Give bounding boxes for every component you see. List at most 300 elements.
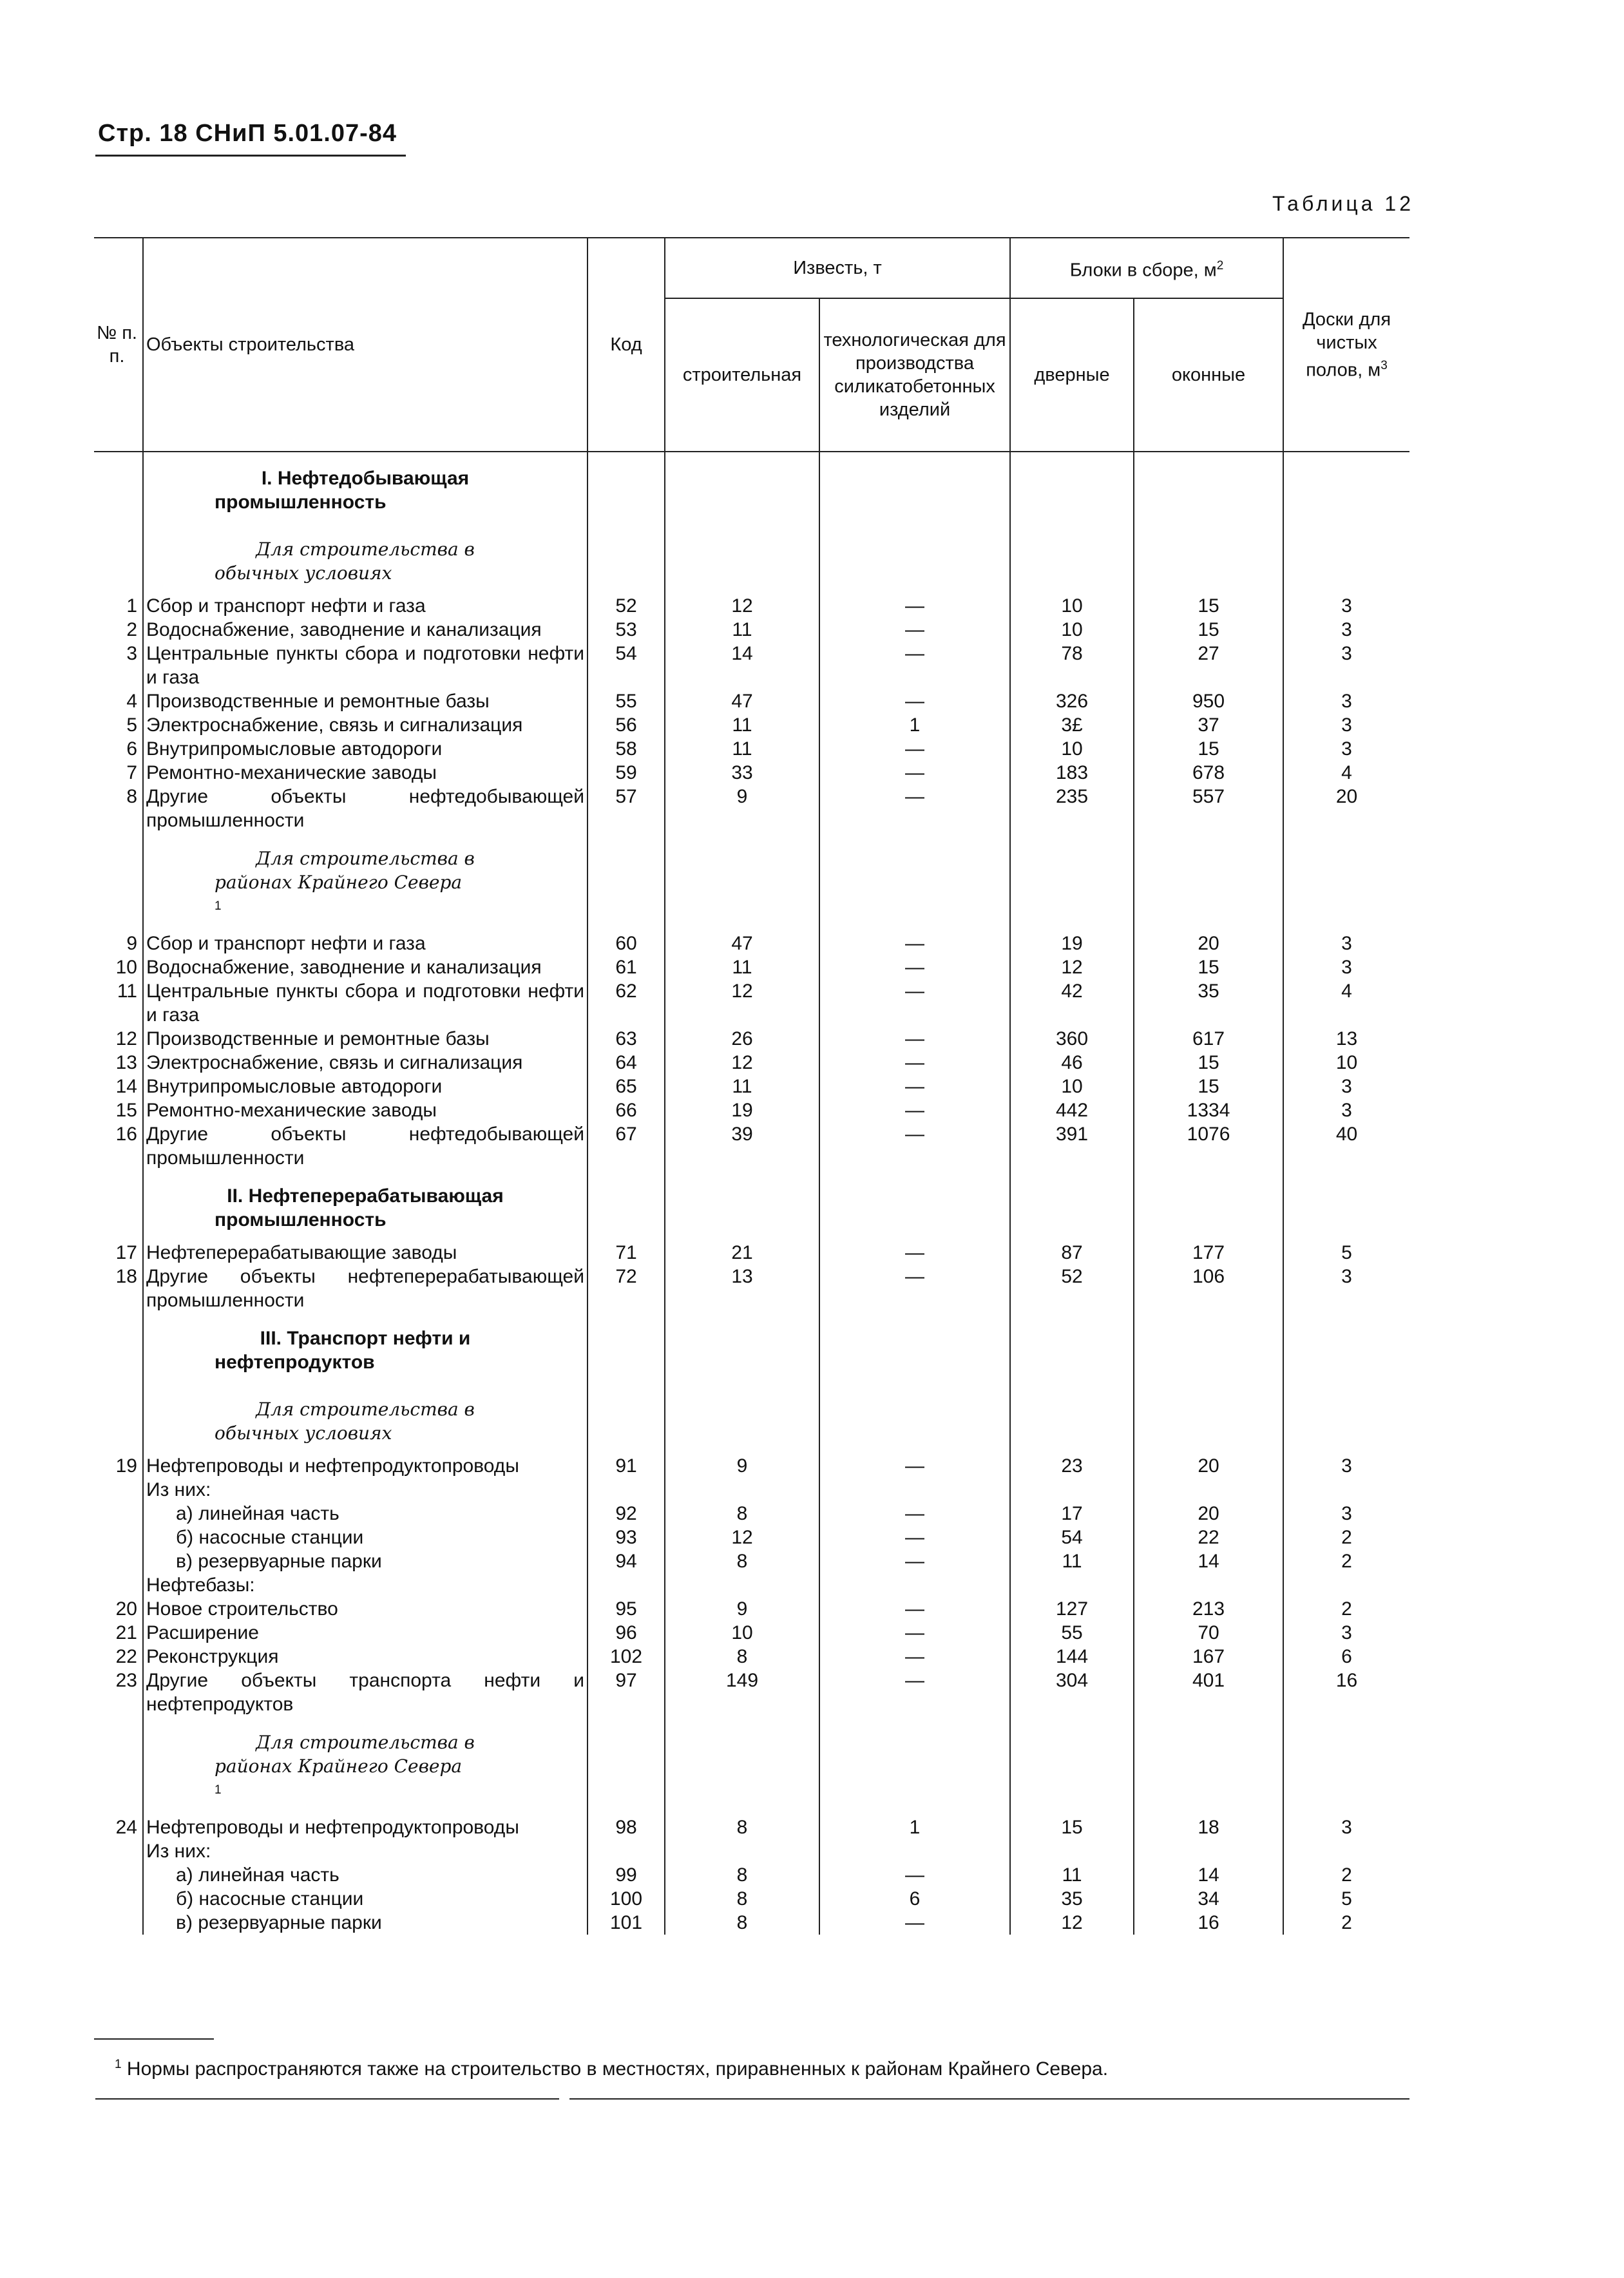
door-blocks-value: 35 <box>1010 1887 1134 1911</box>
table-row <box>94 785 1409 832</box>
row-number <box>94 1839 143 1863</box>
window-blocks-value <box>1134 1478 1283 1502</box>
object-code: 99 <box>588 1863 665 1887</box>
row-number: 19 <box>94 1454 143 1478</box>
floor-boards-value: 2 <box>1341 1527 1352 1548</box>
floor-boards-value: 3 <box>1341 1100 1352 1121</box>
lime-construction-value: 8 <box>665 1815 819 1839</box>
window-blocks-value: 557 <box>1134 785 1283 832</box>
object-code: 67 <box>588 1122 665 1170</box>
section-title: III. Транспорт нефти и нефтепродуктов <box>215 1328 471 1373</box>
section-row <box>94 1716 1409 1815</box>
row-number <box>94 832 143 932</box>
section-row <box>94 832 1409 932</box>
lime-tech-value: — <box>819 932 1010 955</box>
object-name: Другие объекты нефтеперерабатывающей промышленности <box>143 1265 588 1312</box>
window-blocks-value: 106 <box>1134 1265 1283 1312</box>
object-code: 52 <box>588 594 665 618</box>
window-blocks-value: 16 <box>1134 1911 1283 1935</box>
section-row <box>94 1312 1409 1383</box>
floor-boards-value: 3 <box>1341 1503 1352 1524</box>
row-number: 10 <box>94 955 143 979</box>
window-blocks-value: 15 <box>1134 594 1283 618</box>
floor-boards-value <box>1283 1716 1409 1815</box>
lime-construction-value: 12 <box>665 594 819 618</box>
object-code: 57 <box>588 785 665 832</box>
table-row <box>94 737 1409 761</box>
table-row <box>94 1669 1409 1716</box>
door-blocks-value: 3£ <box>1010 713 1134 737</box>
section-heading <box>143 1312 588 1383</box>
table-row <box>94 713 1409 737</box>
object-name: Из них: <box>143 1478 588 1502</box>
object-code: 61 <box>588 955 665 979</box>
window-blocks-value: 20 <box>1134 1454 1283 1478</box>
window-blocks-value: 20 <box>1134 1502 1283 1526</box>
footnote-mark: 1 <box>115 2058 122 2071</box>
floor-boards-value: 5 <box>1341 1888 1352 1910</box>
row-number: 4 <box>94 689 143 713</box>
lime-tech-value: 1 <box>819 713 1010 737</box>
object-name: Центральные пункты сбора и подготовки нефти и газа <box>143 979 588 1027</box>
col-header-door: дверные <box>1010 298 1134 452</box>
window-blocks-value: 15 <box>1134 737 1283 761</box>
row-number <box>94 1549 143 1573</box>
section-row <box>94 1383 1409 1454</box>
lime-tech-value: 1 <box>819 1815 1010 1839</box>
bottom-rule-right <box>569 2098 1409 2100</box>
lime-tech-value <box>819 1573 1010 1597</box>
floor-boards-value: 3 <box>1341 1076 1352 1097</box>
lime-construction-value: 12 <box>665 979 819 1027</box>
door-blocks-value: 52 <box>1010 1265 1134 1312</box>
door-blocks-value: 42 <box>1010 979 1134 1027</box>
door-blocks-value: 78 <box>1010 642 1134 689</box>
object-name: Сбор и транспорт нефти и газа <box>143 594 588 618</box>
door-blocks-value <box>1010 832 1134 932</box>
lime-construction-value: 21 <box>665 1241 819 1265</box>
row-number <box>94 1526 143 1549</box>
window-blocks-value: 213 <box>1134 1597 1283 1621</box>
lime-tech-value: — <box>819 785 1010 832</box>
lime-construction-value: 9 <box>665 1454 819 1478</box>
lime-construction-value: 39 <box>665 1122 819 1170</box>
lime-construction-value: 12 <box>665 1051 819 1075</box>
table-head <box>94 238 1409 452</box>
door-blocks-value <box>1010 523 1134 594</box>
lime-construction-value: 8 <box>665 1549 819 1573</box>
lime-construction-value <box>665 1383 819 1454</box>
object-code: 54 <box>588 642 665 689</box>
object-name: Ремонтно-механические заводы <box>143 1098 588 1122</box>
col-header-num: № п. п. <box>94 238 143 452</box>
section-heading <box>143 1716 588 1815</box>
lime-construction-value: 11 <box>665 955 819 979</box>
object-name: Другие объекты нефтедобывающей промышленности <box>143 785 588 832</box>
table-row <box>94 1454 1409 1478</box>
object-name: Электроснабжение, связь и сигнализация <box>143 713 588 737</box>
door-blocks-value: 12 <box>1010 1911 1134 1935</box>
norms-table <box>94 237 1409 1935</box>
floor-boards-value: 4 <box>1341 762 1352 783</box>
object-name: Центральные пункты сбора и подготовки нефти и газа <box>143 642 588 689</box>
lime-construction-value: 8 <box>665 1887 819 1911</box>
window-blocks-value <box>1134 832 1283 932</box>
object-code: 100 <box>588 1887 665 1911</box>
col-header-blocks-text: Блоки в сборе, м <box>1069 260 1217 281</box>
object-code: 92 <box>588 1502 665 1526</box>
floor-boards-value: 2 <box>1341 1598 1352 1620</box>
door-blocks-value <box>1010 1839 1134 1863</box>
door-blocks-value <box>1010 452 1134 523</box>
table-row <box>94 979 1409 1027</box>
lime-construction-value <box>665 1478 819 1502</box>
object-code <box>588 832 665 932</box>
object-code: 94 <box>588 1549 665 1573</box>
table-row <box>94 1241 1409 1265</box>
door-blocks-value <box>1010 1478 1134 1502</box>
window-blocks-value: 617 <box>1134 1027 1283 1051</box>
row-number: 5 <box>94 713 143 737</box>
object-code: 97 <box>588 1669 665 1716</box>
col-header-object: Объекты строительства <box>143 238 588 452</box>
floor-boards-value: 3 <box>1341 691 1352 712</box>
floor-boards-value: 16 <box>1335 1670 1358 1691</box>
object-code: 60 <box>588 932 665 955</box>
object-name: в) резервуарные парки <box>143 1911 588 1935</box>
object-code: 98 <box>588 1815 665 1839</box>
door-blocks-value: 127 <box>1010 1597 1134 1621</box>
lime-construction-value <box>665 523 819 594</box>
col-header-lime: Известь, т <box>665 238 1010 298</box>
page-header: Стр. 18 СНиП 5.01.07-84 <box>98 120 397 147</box>
lime-tech-value: — <box>819 1265 1010 1312</box>
lime-tech-value: — <box>819 1051 1010 1075</box>
object-code: 66 <box>588 1098 665 1122</box>
lime-construction-value: 11 <box>665 737 819 761</box>
window-blocks-value: 14 <box>1134 1863 1283 1887</box>
subsection-title: Для строительства в районах Крайнего Севера <box>215 1732 475 1777</box>
row-number: 9 <box>94 932 143 955</box>
floor-boards-value: 3 <box>1341 1455 1352 1477</box>
lime-construction-value: 9 <box>665 1597 819 1621</box>
object-name: Нефтеперерабатывающие заводы <box>143 1241 588 1265</box>
lime-construction-value: 14 <box>665 642 819 689</box>
window-blocks-value: 22 <box>1134 1526 1283 1549</box>
row-number <box>94 1383 143 1454</box>
floor-boards-value: 3 <box>1341 957 1352 978</box>
col-header-boards-text: Доски для чистых полов, м <box>1302 309 1391 381</box>
floor-boards-value: 2 <box>1341 1864 1352 1886</box>
row-number: 24 <box>94 1815 143 1839</box>
floor-boards-value <box>1283 832 1409 932</box>
table-row <box>94 1815 1409 1839</box>
object-code <box>588 1312 665 1383</box>
floor-boards-value: 4 <box>1341 981 1352 1002</box>
window-blocks-value <box>1134 1383 1283 1454</box>
object-code: 64 <box>588 1051 665 1075</box>
lime-tech-value <box>819 1839 1010 1863</box>
lime-tech-value: — <box>819 1098 1010 1122</box>
lime-tech-value: — <box>819 761 1010 785</box>
col-header-code: Код <box>588 238 665 452</box>
lime-tech-value: — <box>819 1526 1010 1549</box>
window-blocks-value: 27 <box>1134 642 1283 689</box>
object-code <box>588 452 665 523</box>
floor-boards-value: 13 <box>1335 1028 1358 1049</box>
row-number <box>94 1478 143 1502</box>
window-blocks-value <box>1134 523 1283 594</box>
window-blocks-value: 15 <box>1134 1075 1283 1098</box>
object-name: Реконструкция <box>143 1645 588 1669</box>
door-blocks-value <box>1010 1573 1134 1597</box>
door-blocks-value: 144 <box>1010 1645 1134 1669</box>
col-header-blocks <box>1010 238 1283 298</box>
table-row <box>94 689 1409 713</box>
object-name: в) резервуарные парки <box>143 1549 588 1573</box>
lime-construction-value: 47 <box>665 689 819 713</box>
window-blocks-value: 14 <box>1134 1549 1283 1573</box>
table-row <box>94 1265 1409 1312</box>
row-number <box>94 1312 143 1383</box>
object-code: 65 <box>588 1075 665 1098</box>
lime-tech-value: — <box>819 1241 1010 1265</box>
row-number: 3 <box>94 642 143 689</box>
door-blocks-value: 12 <box>1010 955 1134 979</box>
door-blocks-value: 235 <box>1010 785 1134 832</box>
floor-boards-value <box>1283 1478 1409 1502</box>
object-code <box>588 1573 665 1597</box>
lime-tech-value: — <box>819 1502 1010 1526</box>
lime-construction-value: 33 <box>665 761 819 785</box>
floor-boards-value: 3 <box>1341 738 1352 760</box>
lime-construction-value <box>665 1170 819 1241</box>
object-name: б) насосные станции <box>143 1526 588 1549</box>
lime-tech-value: — <box>819 1621 1010 1645</box>
object-name: Производственные и ремонтные базы <box>143 1027 588 1051</box>
lime-construction-value: 11 <box>665 1075 819 1098</box>
lime-tech-value: — <box>819 1075 1010 1098</box>
floor-boards-value: 40 <box>1335 1124 1358 1145</box>
lime-tech-value <box>819 1478 1010 1502</box>
floor-boards-value: 20 <box>1335 786 1358 807</box>
floor-boards-value <box>1283 1383 1409 1454</box>
lime-construction-value <box>665 1573 819 1597</box>
section-title: II. Нефтеперерабатывающая промышленность <box>215 1185 504 1230</box>
object-name: б) насосные станции <box>143 1887 588 1911</box>
floor-boards-value: 3 <box>1341 595 1352 617</box>
table-row <box>94 955 1409 979</box>
floor-boards-value: 6 <box>1341 1646 1352 1667</box>
table-row <box>94 1887 1409 1911</box>
subsection-title: Для строительства в обычных условиях <box>215 1399 475 1444</box>
table-row <box>94 1075 1409 1098</box>
window-blocks-value <box>1134 1170 1283 1241</box>
lime-tech-value: — <box>819 642 1010 689</box>
door-blocks-value: 23 <box>1010 1454 1134 1478</box>
object-name: Нефтепроводы и нефтепродуктопроводы <box>143 1454 588 1478</box>
door-blocks-value: 10 <box>1010 594 1134 618</box>
window-blocks-value: 167 <box>1134 1645 1283 1669</box>
row-number: 22 <box>94 1645 143 1669</box>
floor-boards-value <box>1283 1839 1409 1863</box>
floor-boards-value: 2 <box>1341 1551 1352 1572</box>
lime-construction-value: 12 <box>665 1526 819 1549</box>
row-number: 18 <box>94 1265 143 1312</box>
row-number: 23 <box>94 1669 143 1716</box>
door-blocks-value: 360 <box>1010 1027 1134 1051</box>
door-blocks-value: 11 <box>1010 1549 1134 1573</box>
object-code <box>588 1716 665 1815</box>
object-code: 58 <box>588 737 665 761</box>
window-blocks-value: 15 <box>1134 955 1283 979</box>
floor-boards-value: 3 <box>1341 643 1352 664</box>
table-row <box>94 1478 1409 1502</box>
lime-tech-value: — <box>819 594 1010 618</box>
row-number <box>94 1887 143 1911</box>
lime-construction-value: 8 <box>665 1645 819 1669</box>
lime-tech-value: — <box>819 1911 1010 1935</box>
lime-construction-value: 8 <box>665 1502 819 1526</box>
table-row <box>94 594 1409 618</box>
header-underline <box>95 155 406 157</box>
window-blocks-value <box>1134 1573 1283 1597</box>
object-code: 71 <box>588 1241 665 1265</box>
row-number: 13 <box>94 1051 143 1075</box>
row-number: 7 <box>94 761 143 785</box>
row-number: 14 <box>94 1075 143 1098</box>
lime-tech-value: — <box>819 1454 1010 1478</box>
object-name: Производственные и ремонтные базы <box>143 689 588 713</box>
floor-boards-value: 3 <box>1341 933 1352 954</box>
object-name: Из них: <box>143 1839 588 1863</box>
door-blocks-value: 10 <box>1010 618 1134 642</box>
col-header-blocks-sup: 2 <box>1216 258 1224 273</box>
lime-construction-value: 47 <box>665 932 819 955</box>
object-name: Нефтепроводы и нефтепродуктопроводы <box>143 1815 588 1839</box>
lime-construction-value <box>665 832 819 932</box>
section-title: I. Нефтедобывающая промышленность <box>215 468 470 513</box>
door-blocks-value: 87 <box>1010 1241 1134 1265</box>
lime-tech-value <box>819 1312 1010 1383</box>
section-heading <box>143 1383 588 1454</box>
window-blocks-value: 18 <box>1134 1815 1283 1839</box>
object-code: 53 <box>588 618 665 642</box>
row-number: 1 <box>94 594 143 618</box>
window-blocks-value <box>1134 452 1283 523</box>
object-code: 96 <box>588 1621 665 1645</box>
table-row <box>94 642 1409 689</box>
object-code: 93 <box>588 1526 665 1549</box>
subsection-title: Для строительства в обычных условиях <box>215 539 475 584</box>
row-number: 12 <box>94 1027 143 1051</box>
table-row <box>94 1051 1409 1075</box>
section-row <box>94 523 1409 594</box>
window-blocks-value: 20 <box>1134 932 1283 955</box>
table-row <box>94 1502 1409 1526</box>
lime-construction-value: 11 <box>665 618 819 642</box>
window-blocks-value <box>1134 1839 1283 1863</box>
object-name: Новое строительство <box>143 1597 588 1621</box>
col-header-window: оконные <box>1134 298 1283 452</box>
row-number <box>94 1716 143 1815</box>
table-row <box>94 1549 1409 1573</box>
door-blocks-value: 10 <box>1010 1075 1134 1098</box>
lime-tech-value: — <box>819 1863 1010 1887</box>
row-number: 8 <box>94 785 143 832</box>
lime-construction-value <box>665 1312 819 1383</box>
row-number <box>94 523 143 594</box>
door-blocks-value: 46 <box>1010 1051 1134 1075</box>
door-blocks-value <box>1010 1170 1134 1241</box>
door-blocks-value <box>1010 1716 1134 1815</box>
row-number: 6 <box>94 737 143 761</box>
lime-construction-value: 9 <box>665 785 819 832</box>
table-row <box>94 1526 1409 1549</box>
table-row <box>94 1839 1409 1863</box>
footnote-ref: 1 <box>215 899 222 913</box>
window-blocks-value <box>1134 1312 1283 1383</box>
section-heading <box>143 523 588 594</box>
row-number: 15 <box>94 1098 143 1122</box>
col-header-lime-construction: строительная <box>665 298 819 452</box>
table-row <box>94 1621 1409 1645</box>
row-number <box>94 1911 143 1935</box>
floor-boards-value <box>1283 1573 1409 1597</box>
door-blocks-value: 304 <box>1010 1669 1134 1716</box>
floor-boards-value: 3 <box>1341 619 1352 640</box>
window-blocks-value: 401 <box>1134 1669 1283 1716</box>
floor-boards-value <box>1283 452 1409 523</box>
floor-boards-value <box>1283 1170 1409 1241</box>
door-blocks-value: 15 <box>1010 1815 1134 1839</box>
floor-boards-value <box>1283 1312 1409 1383</box>
lime-tech-value <box>819 452 1010 523</box>
lime-construction-value: 149 <box>665 1669 819 1716</box>
floor-boards-value <box>1283 523 1409 594</box>
object-code: 62 <box>588 979 665 1027</box>
section-heading <box>143 832 588 932</box>
lime-tech-value: — <box>819 689 1010 713</box>
window-blocks-value: 35 <box>1134 979 1283 1027</box>
floor-boards-value: 3 <box>1341 1817 1352 1838</box>
lime-tech-value: — <box>819 1027 1010 1051</box>
window-blocks-value: 70 <box>1134 1621 1283 1645</box>
window-blocks-value: 15 <box>1134 1051 1283 1075</box>
door-blocks-value: 442 <box>1010 1098 1134 1122</box>
lime-construction-value <box>665 1839 819 1863</box>
door-blocks-value: 17 <box>1010 1502 1134 1526</box>
row-number <box>94 1573 143 1597</box>
object-name: а) линейная часть <box>143 1863 588 1887</box>
object-code: 72 <box>588 1265 665 1312</box>
lime-construction-value: 19 <box>665 1098 819 1122</box>
object-name: Электроснабжение, связь и сигнализация <box>143 1051 588 1075</box>
object-code: 91 <box>588 1454 665 1478</box>
object-code <box>588 1478 665 1502</box>
row-number: 11 <box>94 979 143 1027</box>
window-blocks-value: 34 <box>1134 1887 1283 1911</box>
window-blocks-value: 1076 <box>1134 1122 1283 1170</box>
table-row <box>94 618 1409 642</box>
footnote-ref: 1 <box>215 1783 222 1797</box>
lime-tech-value <box>819 1716 1010 1815</box>
row-number: 2 <box>94 618 143 642</box>
object-code <box>588 1839 665 1863</box>
table-caption: Таблица 12 <box>1272 192 1414 215</box>
row-number <box>94 1170 143 1241</box>
door-blocks-value: 55 <box>1010 1621 1134 1645</box>
